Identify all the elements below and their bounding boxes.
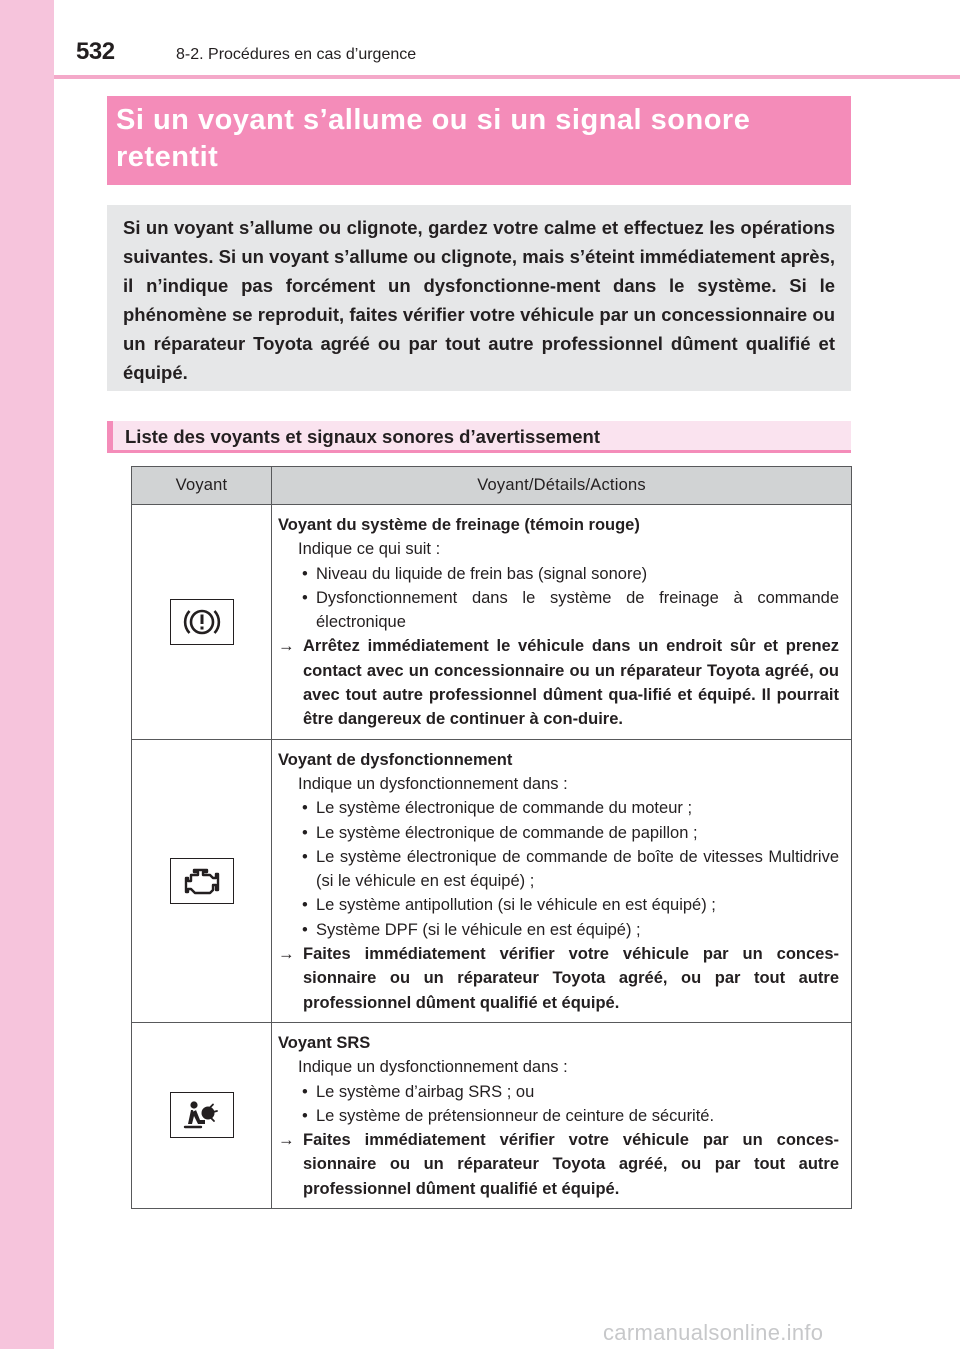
arrow-icon: → [278,637,295,656]
warning-intro: Indique un dysfonctionnement dans : [298,774,568,793]
brake-warning-icon [170,599,234,645]
engine-check-icon [170,858,234,904]
table-header-row [132,467,852,505]
watermark-link[interactable]: carmanualsonline.info [603,1320,824,1345]
warning-action [278,1128,839,1201]
list-item: • Le système électronique de commande du moteur ; [278,796,839,820]
icon-cell [132,739,272,1022]
list-item: • Le système de prétensionneur de ceinture de sécurité. [278,1104,839,1128]
warning-intro: Indique un dysfonctionnement dans : [298,1058,568,1077]
intro-paragraph: Si un voyant s’allume ou clignote, gardez votre calme et effectuez les opérations suivantes. Si un voyant s’allume ou clignote, mais s’éteint immédiatement après, il n’indique pas forcément un dysfonctionne-ment dans le système. Si le phénomène se reproduit, faites vérifier votre véhicule par un concessionnaire ou un réparateur Toyota agréé ou par tout autre professionnel dûment qualifié et équipé. [107,205,851,391]
warning-action [278,942,839,1015]
icon-cell [132,1022,272,1208]
list-item: • Niveau du liquide de frein bas (signal sonore) [278,562,839,586]
warning-title: Voyant de dysfonctionnement [278,750,513,769]
page-title-line-2: retentit [116,141,219,173]
action-text: Faites immédiatement vérifier votre véhicule par un conces-sionnaire ou un réparateur Toyota agréé, ou par tout autre professionnel dûment qualifié et équipé. [303,945,839,1012]
list-item: • Le système d’airbag SRS ; ou [278,1080,839,1104]
list-item: • Système DPF (si le véhicule en est équipé) ; [278,918,839,942]
list-item: • Le système électronique de commande de papillon ; [278,821,839,845]
warning-action [278,634,839,731]
airbag-srs-icon [170,1092,234,1138]
description-cell [272,739,852,1022]
table-row [132,1022,852,1208]
list-item: • Le système antipollution (si le véhicule en est équipé) ; [278,893,839,917]
warning-causes [278,796,839,942]
side-color-strip [0,0,54,1349]
header-voyant: Voyant [132,467,272,505]
warning-causes [278,562,839,635]
arrow-icon: → [278,945,295,964]
running-header: 8-2. Procédures en cas d’urgence [176,46,417,63]
list-item: • Le système électronique de commande de boîte de vitesses Multidrive (si le véhicule en est équipé) ; [278,845,839,894]
table-row [132,505,852,740]
action-text: Faites immédiatement vérifier votre véhicule par un conces-sionnaire ou un réparateur Toyota agréé, ou par tout autre professionnel dûment qualifié et équipé. [303,1131,839,1198]
warning-lights-table [131,466,852,1209]
warning-title: Voyant SRS [278,1033,371,1052]
header-details: Voyant/Détails/Actions [272,467,852,505]
page-title [107,96,851,185]
warning-title: Voyant du système de freinage (témoin rouge) [278,516,640,534]
icon-cell [132,505,272,740]
warning-causes [278,1080,839,1129]
warning-intro: Indique ce qui suit : [298,540,441,559]
description-cell [272,505,852,740]
table-row [132,739,852,1022]
description-cell [272,1022,852,1208]
arrow-icon: → [278,1131,295,1150]
page-number: 532 [76,38,115,65]
section-heading: Liste des voyants et signaux sonores d’avertissement [107,421,851,453]
header-rule [54,75,960,79]
list-item: • Dysfonctionnement dans le système de freinage à commande électronique [278,586,839,635]
page-title-line-1: Si un voyant s’allume ou si un signal sonore [116,104,751,136]
action-text: Arrêtez immédiatement le véhicule dans un endroit sûr et prenez contact avec un concessionnaire ou un réparateur Toyota agréé, ou avec tout autre professionnel dûment qua-lifié et équipé. Il pourrait être dangereux de continuer à con-duire. [303,637,839,729]
